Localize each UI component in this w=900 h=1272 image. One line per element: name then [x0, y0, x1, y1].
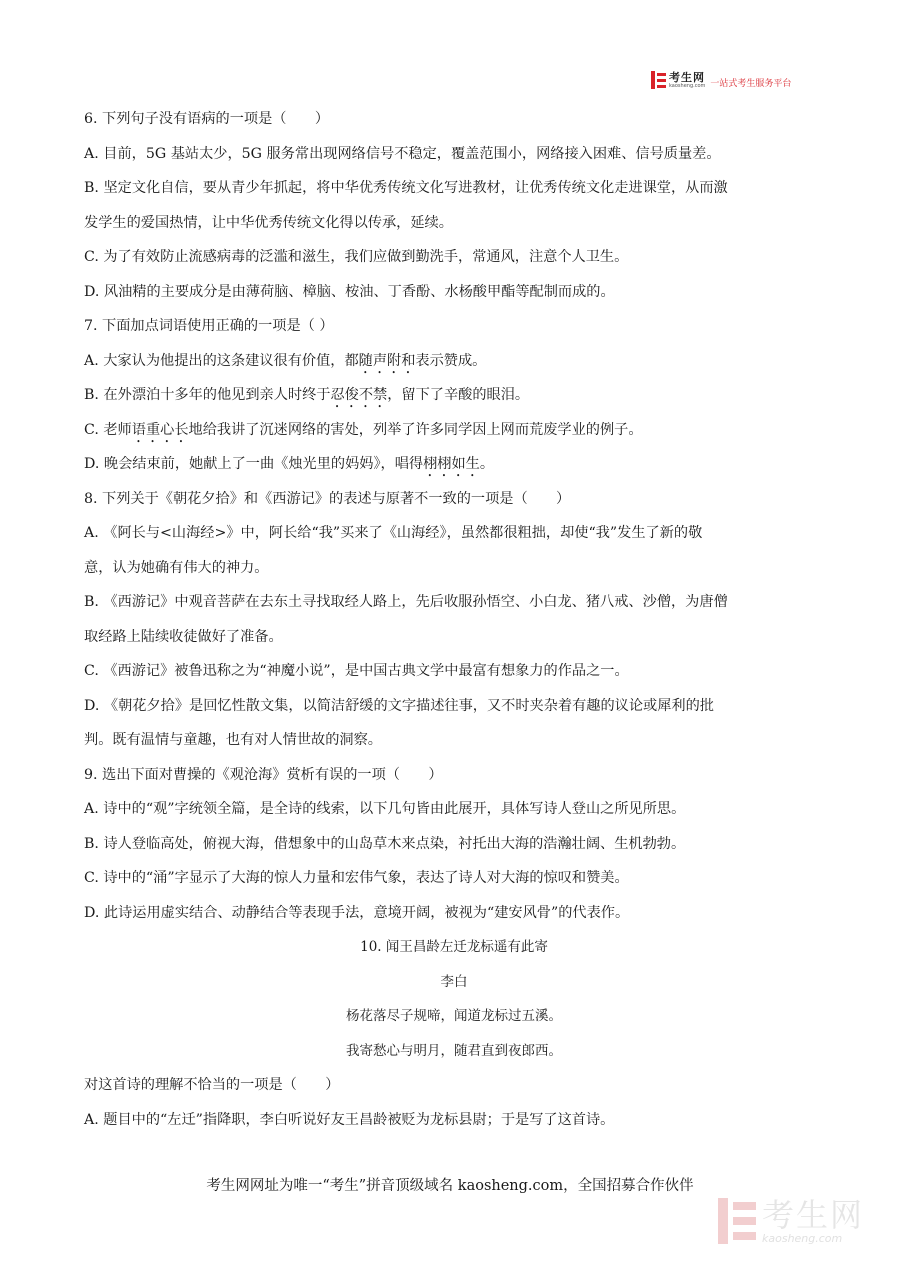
emphasized-word: 栩栩如生 [423, 456, 480, 472]
header-logo [651, 71, 791, 89]
header-slogan: 一站式考生服务平台 [710, 78, 792, 89]
poem-author: 李白 [440, 973, 468, 990]
exam-content [84, 102, 824, 1137]
question-6-option-b-line2: 发学生的爱国热情，让中华优秀传统文化得以传承，延续。 [84, 214, 453, 231]
poem-line-1: 杨花落尽子规啼，闻道龙标过五溪。 [346, 1008, 562, 1024]
question-8-option-a-line2: 意，认为她确有伟大的神力。 [84, 559, 269, 576]
emphasized-word: 忍俊不禁 [330, 387, 388, 403]
question-8-option-d-line1: D. 《朝花夕拾》是回忆性散文集，以简洁舒缓的文字描述往事，又不时夹杂着有趣的议论或犀利的批 [84, 697, 714, 714]
emphasized-word: 随声附和 [358, 352, 416, 369]
poem-title: 10. 闻王昌龄左迁龙标遥有此寄 [360, 939, 548, 955]
emphasized-word: 语重心长 [131, 421, 189, 438]
question-8-option-b-line1: B. 《西游记》中观音菩萨在去东土寻找取经人路上，先后收服孙悟空、小白龙、猪八戒、沙僧，为唐僧 [84, 594, 728, 610]
kaosheng-logo-icon [651, 71, 666, 89]
question-8-option-c: C. 《西游记》被鲁迅称之为“神魔小说”，是中国古典文学中最富有想象力的作品之一。 [84, 663, 629, 679]
question-8-option-a-line1: A. 《阿长与<山海经>》中，阿长给“我”买来了《山海经》，虽然都很粗拙，却使“我”发生了新的敬 [84, 525, 703, 541]
question-8-option-d-line2: 判。既有温情与童趣，也有对人情世故的洞察。 [84, 732, 382, 748]
watermark [718, 1195, 865, 1245]
kaosheng-watermark-icon [718, 1198, 756, 1244]
question-6-option-a: A. 目前，5G 基站太少，5G 服务常出现网络信号不稳定，覆盖范围小，网络接入困难、信号质量差。 [84, 145, 721, 162]
question-7-option-b: B. 在外漂泊十多年的他见到亲人时终于忍俊不禁，留下了辛酸的眼泪。 [84, 387, 530, 403]
poem-line-2: 我寄愁心与明月，随君直到夜郎西。 [346, 1042, 562, 1059]
question-6-option-c: C. 为了有效防止流感病毒的泛滥和滋生，我们应做到勤洗手，常通风，注意个人卫生。 [84, 249, 629, 265]
question-7-option-d: D. 晚会结束前，她献上了一曲《烛光里的妈妈》，唱得栩栩如生。 [84, 456, 495, 472]
question-10-option-a: A. 题目中的“左迁”指降职，李白听说好友王昌龄被贬为龙标县尉；于是写了这首诗。 [84, 1111, 615, 1128]
question-9-option-a: A. 诗中的“观”字统领全篇，是全诗的线索，以下几句皆由此展开，具体写诗人登山之所见所思。 [84, 801, 686, 817]
logo-domain: kaosheng.com [669, 82, 706, 89]
question-9-option-d: D. 此诗运用虚实结合、动静结合等表现手法，意境开阔，被视为“建安风骨”的代表作。 [84, 904, 630, 921]
question-6-option-b-line1: B. 坚定文化自信，要从青少年抓起，将中华优秀传统文化写进教材，让优秀传统文化走进课堂，从而激 [84, 180, 728, 196]
logo-name: 考生网 [669, 70, 705, 84]
question-8-stem: 8. 下列关于《朝花夕拾》和《西游记》的表述与原著不一致的一项是（ ） [84, 490, 571, 507]
question-6-option-d: D. 风油精的主要成分是由薄荷脑、樟脑、桉油、丁香酚、水杨酸甲酯等配制而成的。 [84, 283, 615, 300]
question-7-stem: 7. 下面加点词语使用正确的一项是（ ） [84, 318, 334, 334]
question-9-option-b: B. 诗人登临高处，俯视大海，借想象中的山岛草木来点染，衬托出大海的浩瀚壮阔、生机勃勃。 [84, 835, 686, 852]
question-10-stem: 对这首诗的理解不恰当的一项是（ ） [84, 1077, 340, 1093]
question-8-option-b-line2: 取经路上陆续收徒做好了准备。 [84, 628, 283, 645]
question-7-option-a: A. 大家认为他提出的这条建议很有价值，都随声附和表示赞成。 [84, 352, 487, 369]
watermark-domain: kaosheng.com [762, 1231, 843, 1245]
question-6-stem: 6. 下列句子没有语病的一项是（ ） [84, 111, 330, 127]
question-9-option-c: C. 诗中的“涌”字显示了大海的惊人力量和宏伟气象，表达了诗人对大海的惊叹和赞美。 [84, 870, 629, 886]
page-footer: 考生网网址为唯一“考生”拼音顶级域名 kaosheng.com，全国招募合作伙伴 [206, 1178, 694, 1194]
question-9-stem: 9. 选出下面对曹操的《观沧海》赏析有误的一项（ ） [84, 766, 443, 783]
watermark-name: 考生网 [762, 1195, 865, 1234]
question-7-option-c: C. 老师语重心长地给我讲了沉迷网络的害处，列举了许多同学因上网而荒废学业的例子。 [84, 421, 643, 438]
